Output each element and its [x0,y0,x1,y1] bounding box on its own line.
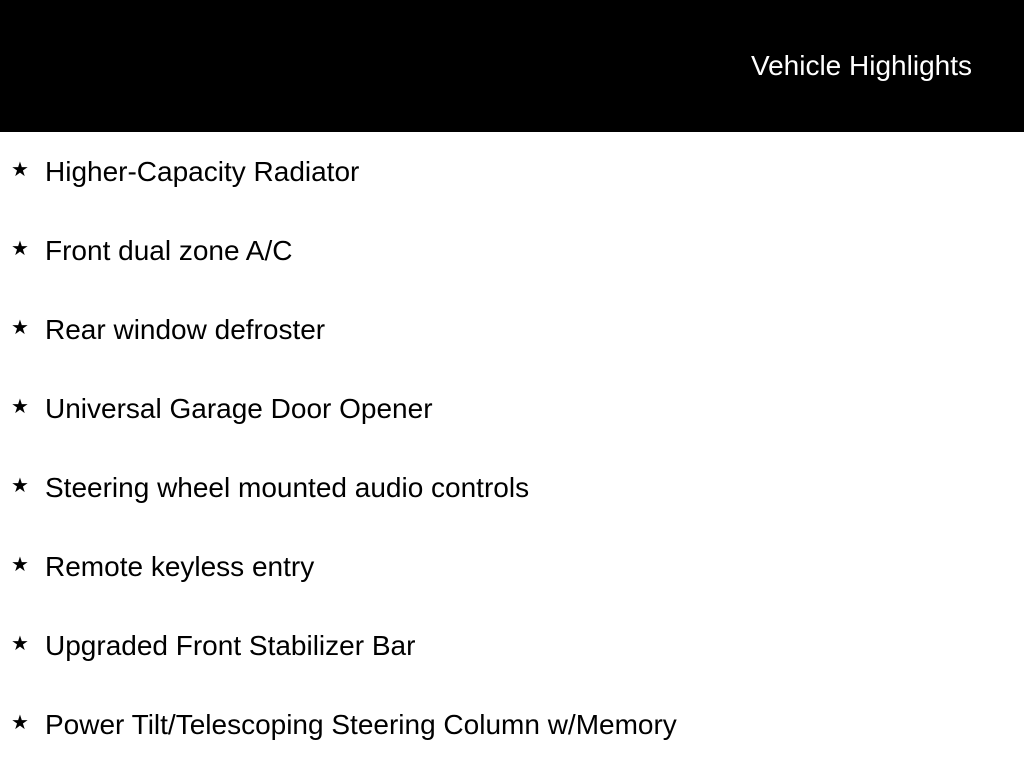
star-icon: ★ [11,315,29,339]
list-item [0,290,1024,369]
list-item [0,132,1024,211]
header-bar [0,0,1024,132]
star-icon: ★ [11,552,29,576]
highlights-list [0,132,1024,764]
list-item [0,685,1024,764]
page-title: Vehicle Highlights [750,50,972,81]
highlight-label: Front dual zone A/C [45,235,293,266]
list-item [0,211,1024,290]
star-icon: ★ [11,236,29,260]
list-item [0,527,1024,606]
star-icon: ★ [11,394,29,418]
star-icon: ★ [11,157,29,181]
highlight-label: Higher-Capacity Radiator [45,156,360,187]
highlight-label: Steering wheel mounted audio controls [45,472,530,503]
star-icon: ★ [11,631,29,655]
highlight-label: Remote keyless entry [45,551,315,582]
list-item [0,606,1024,685]
highlight-label: Power Tilt/Telescoping Steering Column w/Memory [45,709,677,740]
highlight-label: Upgraded Front Stabilizer Bar [45,630,416,661]
star-icon: ★ [11,710,29,734]
highlight-label: Universal Garage Door Opener [45,393,433,424]
list-item [0,369,1024,448]
highlight-label: Rear window defroster [45,314,326,345]
star-icon: ★ [11,473,29,497]
list-item [0,448,1024,527]
